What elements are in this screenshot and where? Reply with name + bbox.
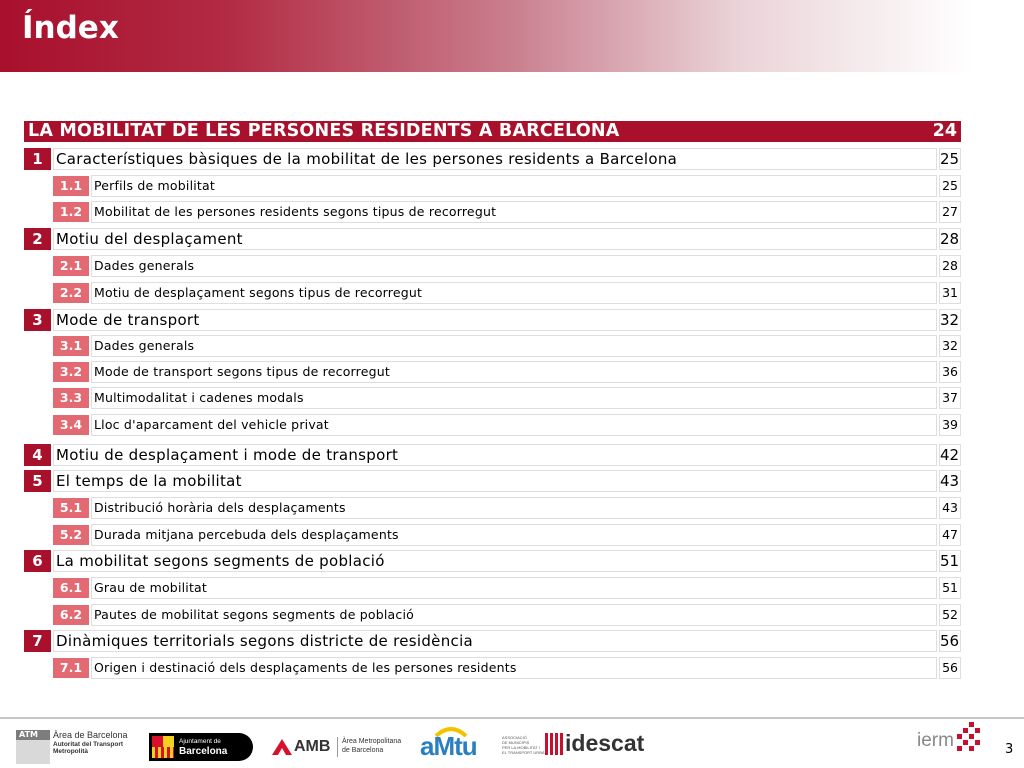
section-page: 51 — [940, 552, 960, 570]
subsection-number: 3.1 — [53, 336, 89, 356]
ajuntament-line-1: Ajuntament de — [179, 738, 221, 745]
subsection-page: 47 — [939, 524, 961, 546]
section-page: 28 — [940, 230, 960, 248]
subsection-number: 7.1 — [53, 658, 89, 678]
idescat-mark-icon — [545, 733, 565, 755]
title-banner — [0, 0, 1024, 72]
subsection-title: Lloc d'aparcament del vehicle privat — [91, 414, 937, 436]
amb-line-1: Àrea Metropolitana — [342, 738, 402, 745]
subsection-title: Dades generals — [91, 255, 937, 277]
subsection-title: Grau de mobilitat — [91, 577, 937, 599]
subsection-number: 3.4 — [53, 415, 89, 435]
subsection-number: 6.1 — [53, 578, 89, 598]
subsection-page: 32 — [939, 335, 961, 357]
section-page: 32 — [940, 311, 960, 329]
subsection-title: Perfils de mobilitat — [91, 175, 937, 197]
subsection-page: 51 — [939, 577, 961, 599]
amb-name: AMB — [294, 738, 331, 755]
amtu-line-4: EL TRANSPORT URBÀ — [502, 750, 545, 755]
amb-logo — [272, 735, 402, 759]
amtu-line-3: PER LA MOBILITAT I — [502, 745, 540, 750]
section-page: 43 — [940, 472, 960, 490]
atm-badge: ATM — [16, 730, 50, 740]
subsection-number: 3.2 — [53, 362, 89, 382]
section-number: 3 — [24, 309, 51, 331]
subsection-page: 56 — [939, 657, 961, 679]
amtu-line-2: DE MUNICIPIS — [502, 740, 530, 745]
page-title: Índex — [22, 10, 119, 46]
iermb-name: ierm — [917, 730, 954, 751]
section-page: 25 — [940, 150, 960, 168]
atm-line-1: Àrea de Barcelona — [53, 730, 128, 740]
subsection-number: 5.2 — [53, 525, 89, 545]
section-number: 2 — [24, 228, 51, 250]
subsection-title: Origen i destinació dels desplaçaments de les persones residents — [91, 657, 937, 679]
subsection-page: 25 — [939, 175, 961, 197]
subsection-page: 36 — [939, 361, 961, 383]
subsection-page: 52 — [939, 604, 961, 626]
section-page: 56 — [940, 632, 960, 650]
main-heading-label: LA MOBILITAT DE LES PERSONES RESIDENTS A BARCELONA — [28, 121, 620, 141]
section-number: 6 — [24, 550, 51, 572]
section-number: 4 — [24, 444, 51, 466]
subsection-number: 1.1 — [53, 176, 89, 196]
subsection-number: 6.2 — [53, 605, 89, 625]
subsection-title: Motiu de desplaçament segons tipus de recorregut — [91, 282, 937, 304]
toc-main-heading[interactable] — [24, 121, 961, 142]
section-title: Motiu de desplaçament i mode de transport — [53, 444, 937, 466]
section-number: 7 — [24, 630, 51, 652]
subsection-number: 2.1 — [53, 256, 89, 276]
subsection-page: 43 — [939, 497, 961, 519]
subsection-number: 3.3 — [53, 388, 89, 408]
section-title: El temps de la mobilitat — [53, 470, 937, 492]
subsection-title: Mode de transport segons tipus de recorregut — [91, 361, 937, 383]
ajuntament-line-2: Barcelona — [179, 746, 228, 757]
amb-line-2: de Barcelona — [342, 747, 384, 754]
section-title: Característiques bàsiques de la mobilitat de les persones residents a Barcelona — [53, 148, 937, 170]
subsection-number: 5.1 — [53, 498, 89, 518]
idescat-name: idescat — [565, 730, 645, 756]
subsection-page: 27 — [939, 201, 961, 223]
subsection-number: 1.2 — [53, 202, 89, 222]
section-title: Dinàmiques territorials segons districte de residència — [53, 630, 937, 652]
section-title: Mode de transport — [53, 309, 937, 331]
atm-line-2: Autoritat del Transport — [53, 741, 124, 748]
amtu-line-1: ASSOCIACIÓ — [502, 735, 527, 740]
atm-logo — [16, 730, 132, 764]
subsection-title: Pautes de mobilitat segons segments de població — [91, 604, 937, 626]
subsection-title: Distribució horària dels desplaçaments — [91, 497, 937, 519]
page-number: 3 — [1005, 742, 1014, 757]
iermb-pixel-icon — [957, 722, 993, 758]
subsection-number: 2.2 — [53, 283, 89, 303]
footer-divider — [0, 717, 1024, 719]
section-title: La mobilitat segons segments de població — [53, 550, 937, 572]
main-heading-page: 24 — [932, 121, 957, 141]
section-number: 5 — [24, 470, 51, 492]
amtu-logo — [420, 725, 545, 765]
subsection-page: 39 — [939, 414, 961, 436]
iermb-logo — [915, 722, 985, 758]
section-title: Motiu del desplaçament — [53, 228, 937, 250]
barcelona-shield-icon — [152, 736, 174, 758]
atm-line-3: Metropolità — [53, 748, 89, 755]
amtu-tagline — [502, 735, 545, 755]
subsection-page: 37 — [939, 387, 961, 409]
subsection-title: Mobilitat de les persones residents segons tipus de recorregut — [91, 201, 937, 223]
subsection-page: 28 — [939, 255, 961, 277]
subsection-title: Durada mitjana percebuda dels desplaçaments — [91, 524, 937, 546]
subsection-title: Multimodalitat i cadenes modals — [91, 387, 937, 409]
section-number: 1 — [24, 148, 51, 170]
amtu-name: aMtu — [420, 731, 477, 761]
subsection-title: Dades generals — [91, 335, 937, 357]
ajuntament-barcelona-logo — [149, 733, 253, 761]
section-page: 42 — [940, 446, 960, 464]
amb-mark-icon — [272, 739, 292, 755]
subsection-page: 31 — [939, 282, 961, 304]
idescat-logo — [545, 730, 649, 758]
